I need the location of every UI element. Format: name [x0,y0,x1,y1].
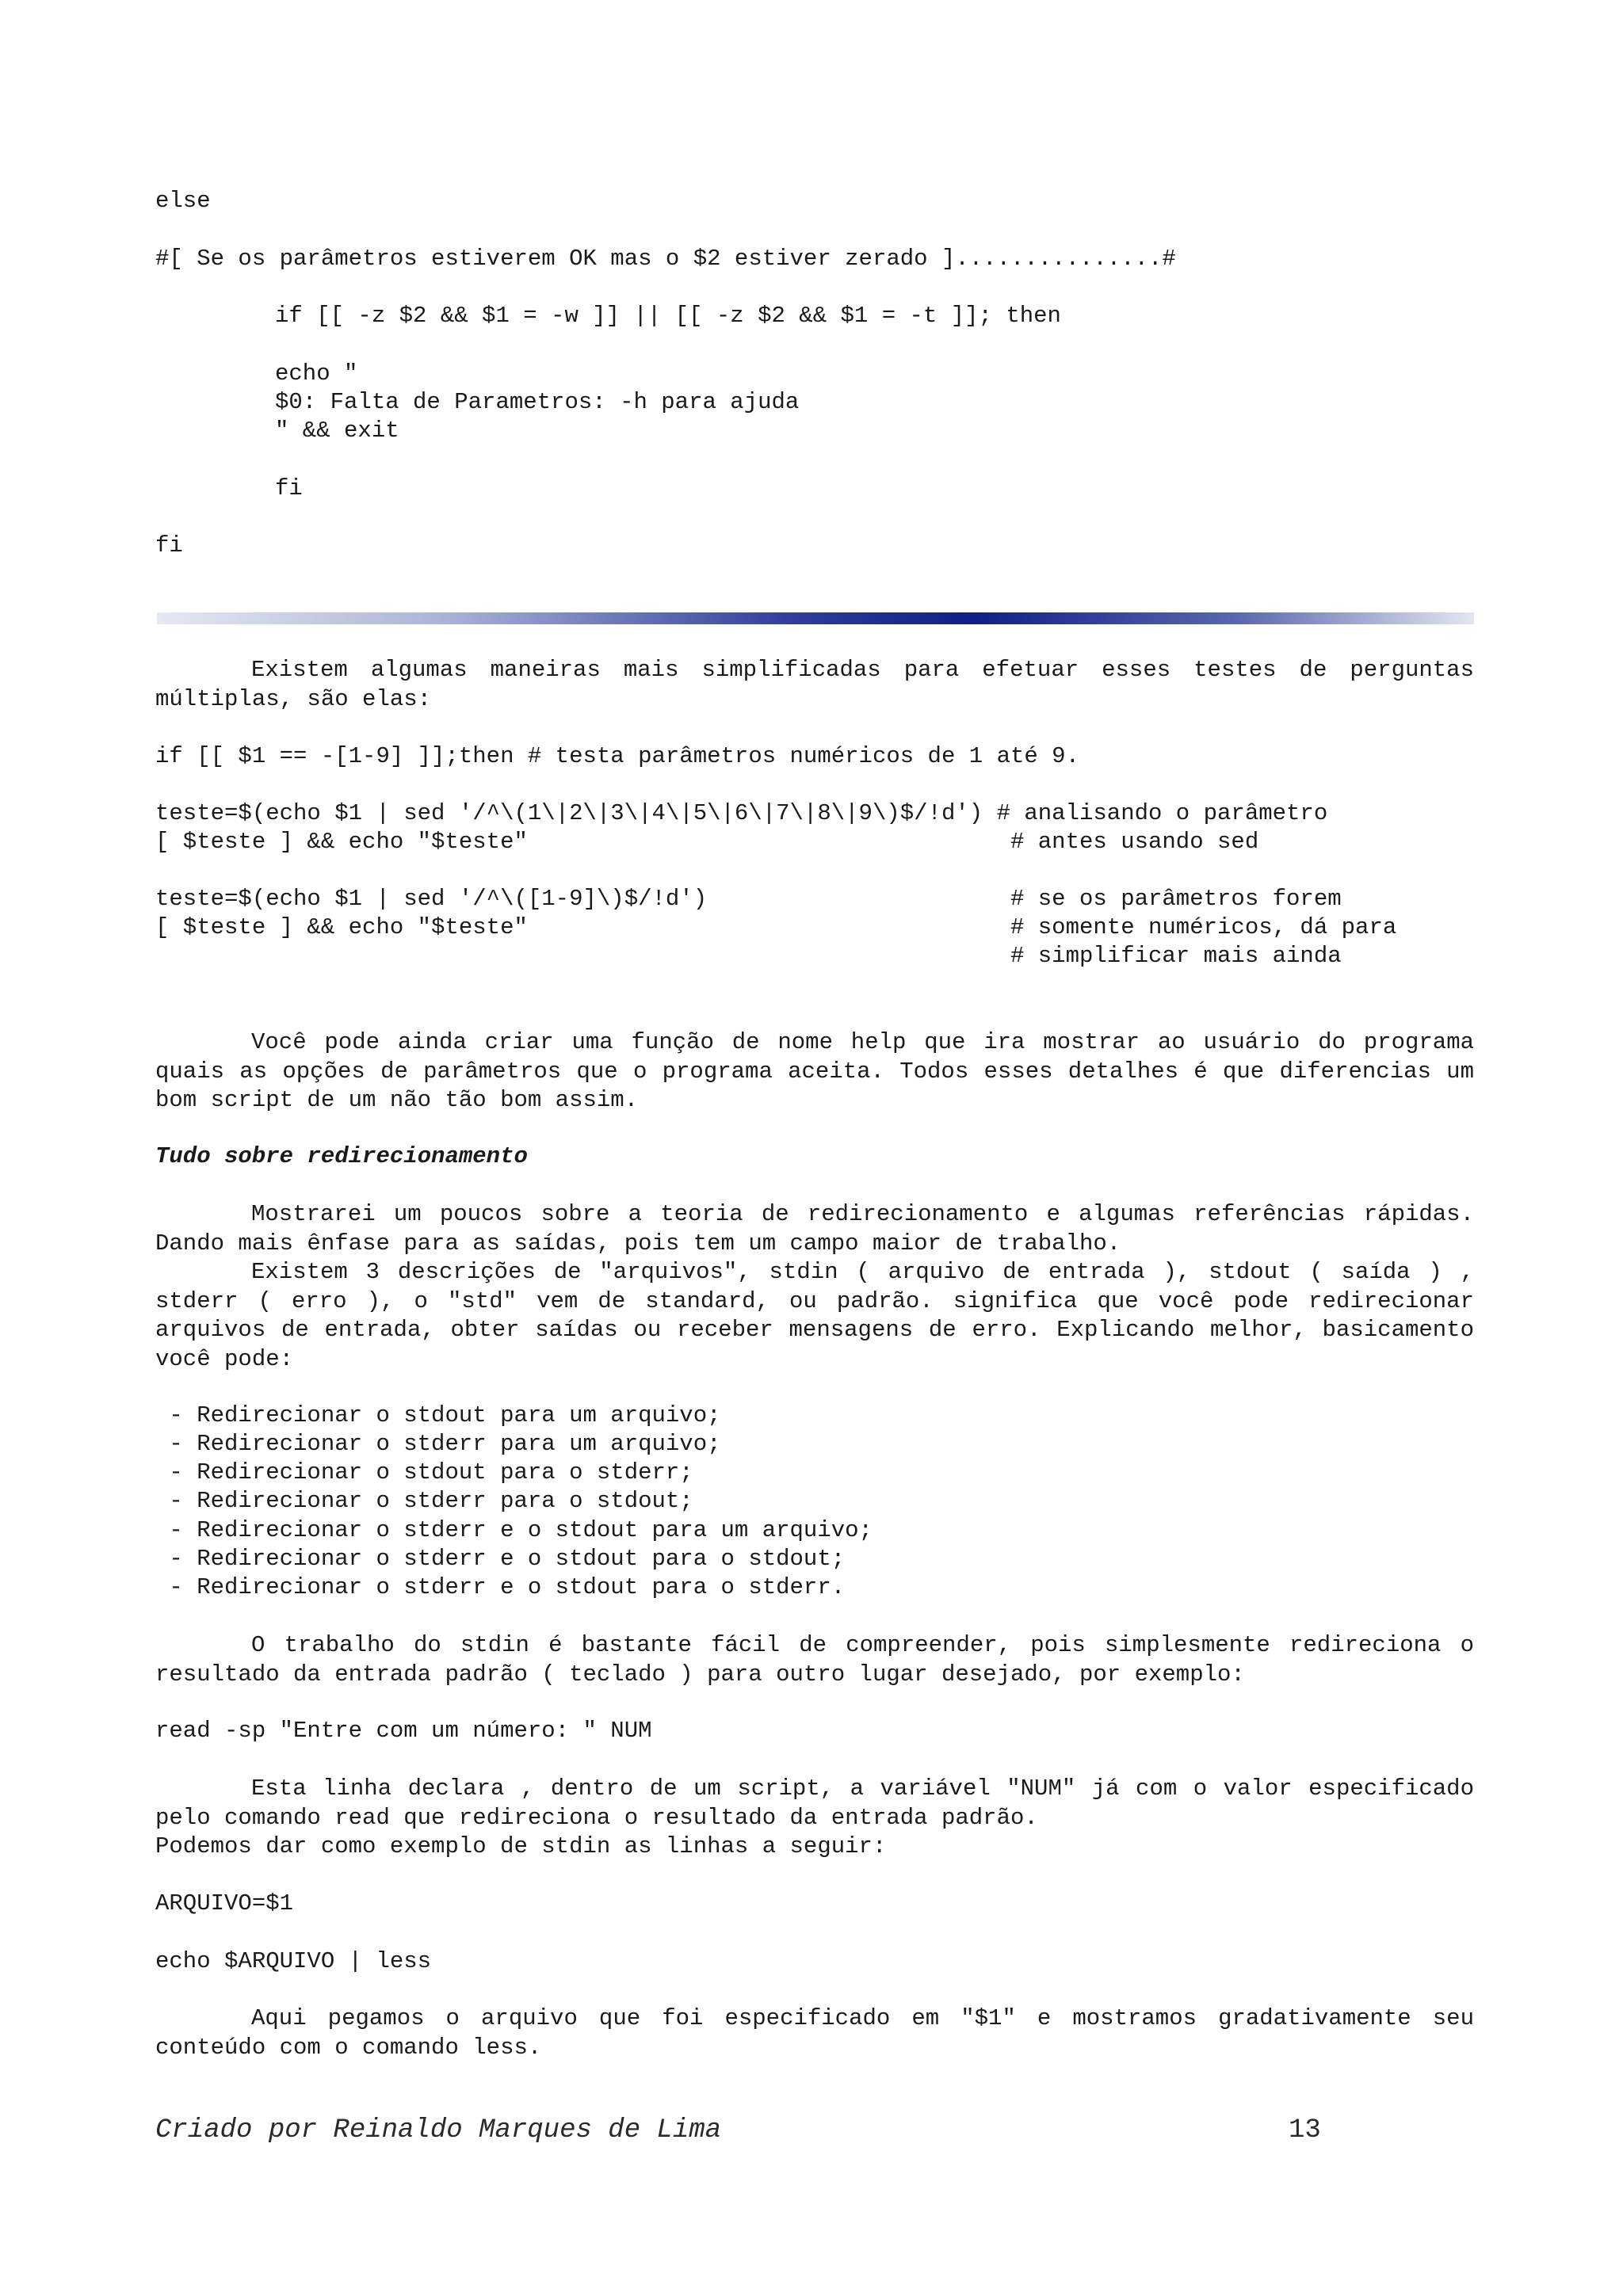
help-paragraph: Você pode ainda criar uma função de nome help que ira mostrar ao usuário do programa quais as opções de parâmetros que o programa aceita. Todos esses detalhes é que diferencias um bom script de um não tão bom assim. [155,1029,1474,1113]
footer-author: Criado por Reinaldo Marques de Lima [155,2115,722,2145]
redirect-paragraph-2: Existem 3 descrições de "arquivos", stdin ( arquivo de entrada ), stdout ( saída ) , stderr ( erro ), o "std" vem de standard, ou padrão. significa que você pode redirecionar arquivos de entrada, obter saídas ou receber mensagens de erro. Explicando melhor, basicamento você pode: [155,1259,1474,1372]
code-comment: #[ Se os parâmetros estiverem OK mas o $2 estiver zerado ]...............# [155,246,1176,272]
code-if-condition: if [[ -z $2 && $1 = -w ]] || [[ -z $2 && $1 = -t ]]; then [275,303,1061,329]
page-number: 13 [1289,2115,1321,2145]
code-sed-2-line-2: [ $teste ] && echo "$teste" # somente numéricos, dá para [155,914,1397,940]
list-item: - Redirecionar o stderr para um arquivo; [155,1431,721,1457]
gradient-divider [157,612,1474,624]
code-sed-2-line-3: # simplificar mais ainda [155,943,1342,969]
list-item: - Redirecionar o stdout para um arquivo; [155,1402,721,1428]
redirect-paragraph-1: Mostrarei um poucos sobre a teoria de redirecionamento e algumas referências rápidas. Dando mais ênfase para as saídas, pois tem um campo maior de trabalho. [155,1201,1474,1257]
code-echo-message: $0: Falta de Parametros: -h para ajuda [275,389,800,415]
code-arquivo: ARQUIVO=$1 [155,1890,294,1917]
code-if-numeric: if [[ $1 == -[1-9] ]];then # testa parâmetros numéricos de 1 até 9. [155,743,1079,769]
list-item: - Redirecionar o stdout para o stderr; [155,1459,693,1486]
code-fi-inner: fi [275,475,303,502]
code-fi-outer: fi [155,532,183,559]
code-else: else [155,188,211,214]
list-item: - Redirecionar o stderr e o stdout para o stdout; [155,1546,846,1572]
list-item: - Redirecionar o stderr e o stdout para um arquivo; [155,1517,873,1543]
intro-paragraph: Existem algumas maneiras mais simplificadas para efetuar esses testes de perguntas múltiplas, são elas: [155,657,1474,712]
stdin-paragraph: O trabalho do stdin é bastante fácil de compreender, pois simplesmente redireciona o resultado da entrada padrão ( teclado ) para outro lugar desejado, por exemplo: [155,1632,1474,1688]
code-read: read -sp "Entre com um número: " NUM [155,1718,652,1744]
code-echo-open: echo " [275,360,358,387]
code-sed-1-line-2: [ $teste ] && echo "$teste" # antes usando sed [155,829,1259,855]
list-item: - Redirecionar o stderr para o stdout; [155,1488,693,1514]
code-sed-2-line-1: teste=$(echo $1 | sed '/^\([1-9]\)$/!d') # se os parâmetros forem [155,886,1342,912]
list-item: - Redirecionar o stderr e o stdout para o stderr. [155,1574,846,1600]
code-echo-close: " && exit [275,418,399,444]
code-echo-less: echo $ARQUIVO | less [155,1948,432,1974]
section-heading: Tudo sobre redirecionamento [155,1143,528,1169]
read-paragraph-1: Esta linha declara , dentro de um script, a variável "NUM" já com o valor especificado pelo comando read que redireciona o resultado da entrada padrão. [155,1775,1474,1831]
read-paragraph-2: Podemos dar como exemplo de stdin as linhas a seguir: [155,1833,887,1859]
final-paragraph: Aqui pegamos o arquivo que foi especificado em "$1" e mostramos gradativamente seu conteúdo com o comando less. [155,2005,1474,2061]
code-sed-1-line-1: teste=$(echo $1 | sed '/^\(1\|2\|3\|4\|5\|6\|7\|8\|9\)$/!d') # analisando o parâmetro [155,800,1328,826]
